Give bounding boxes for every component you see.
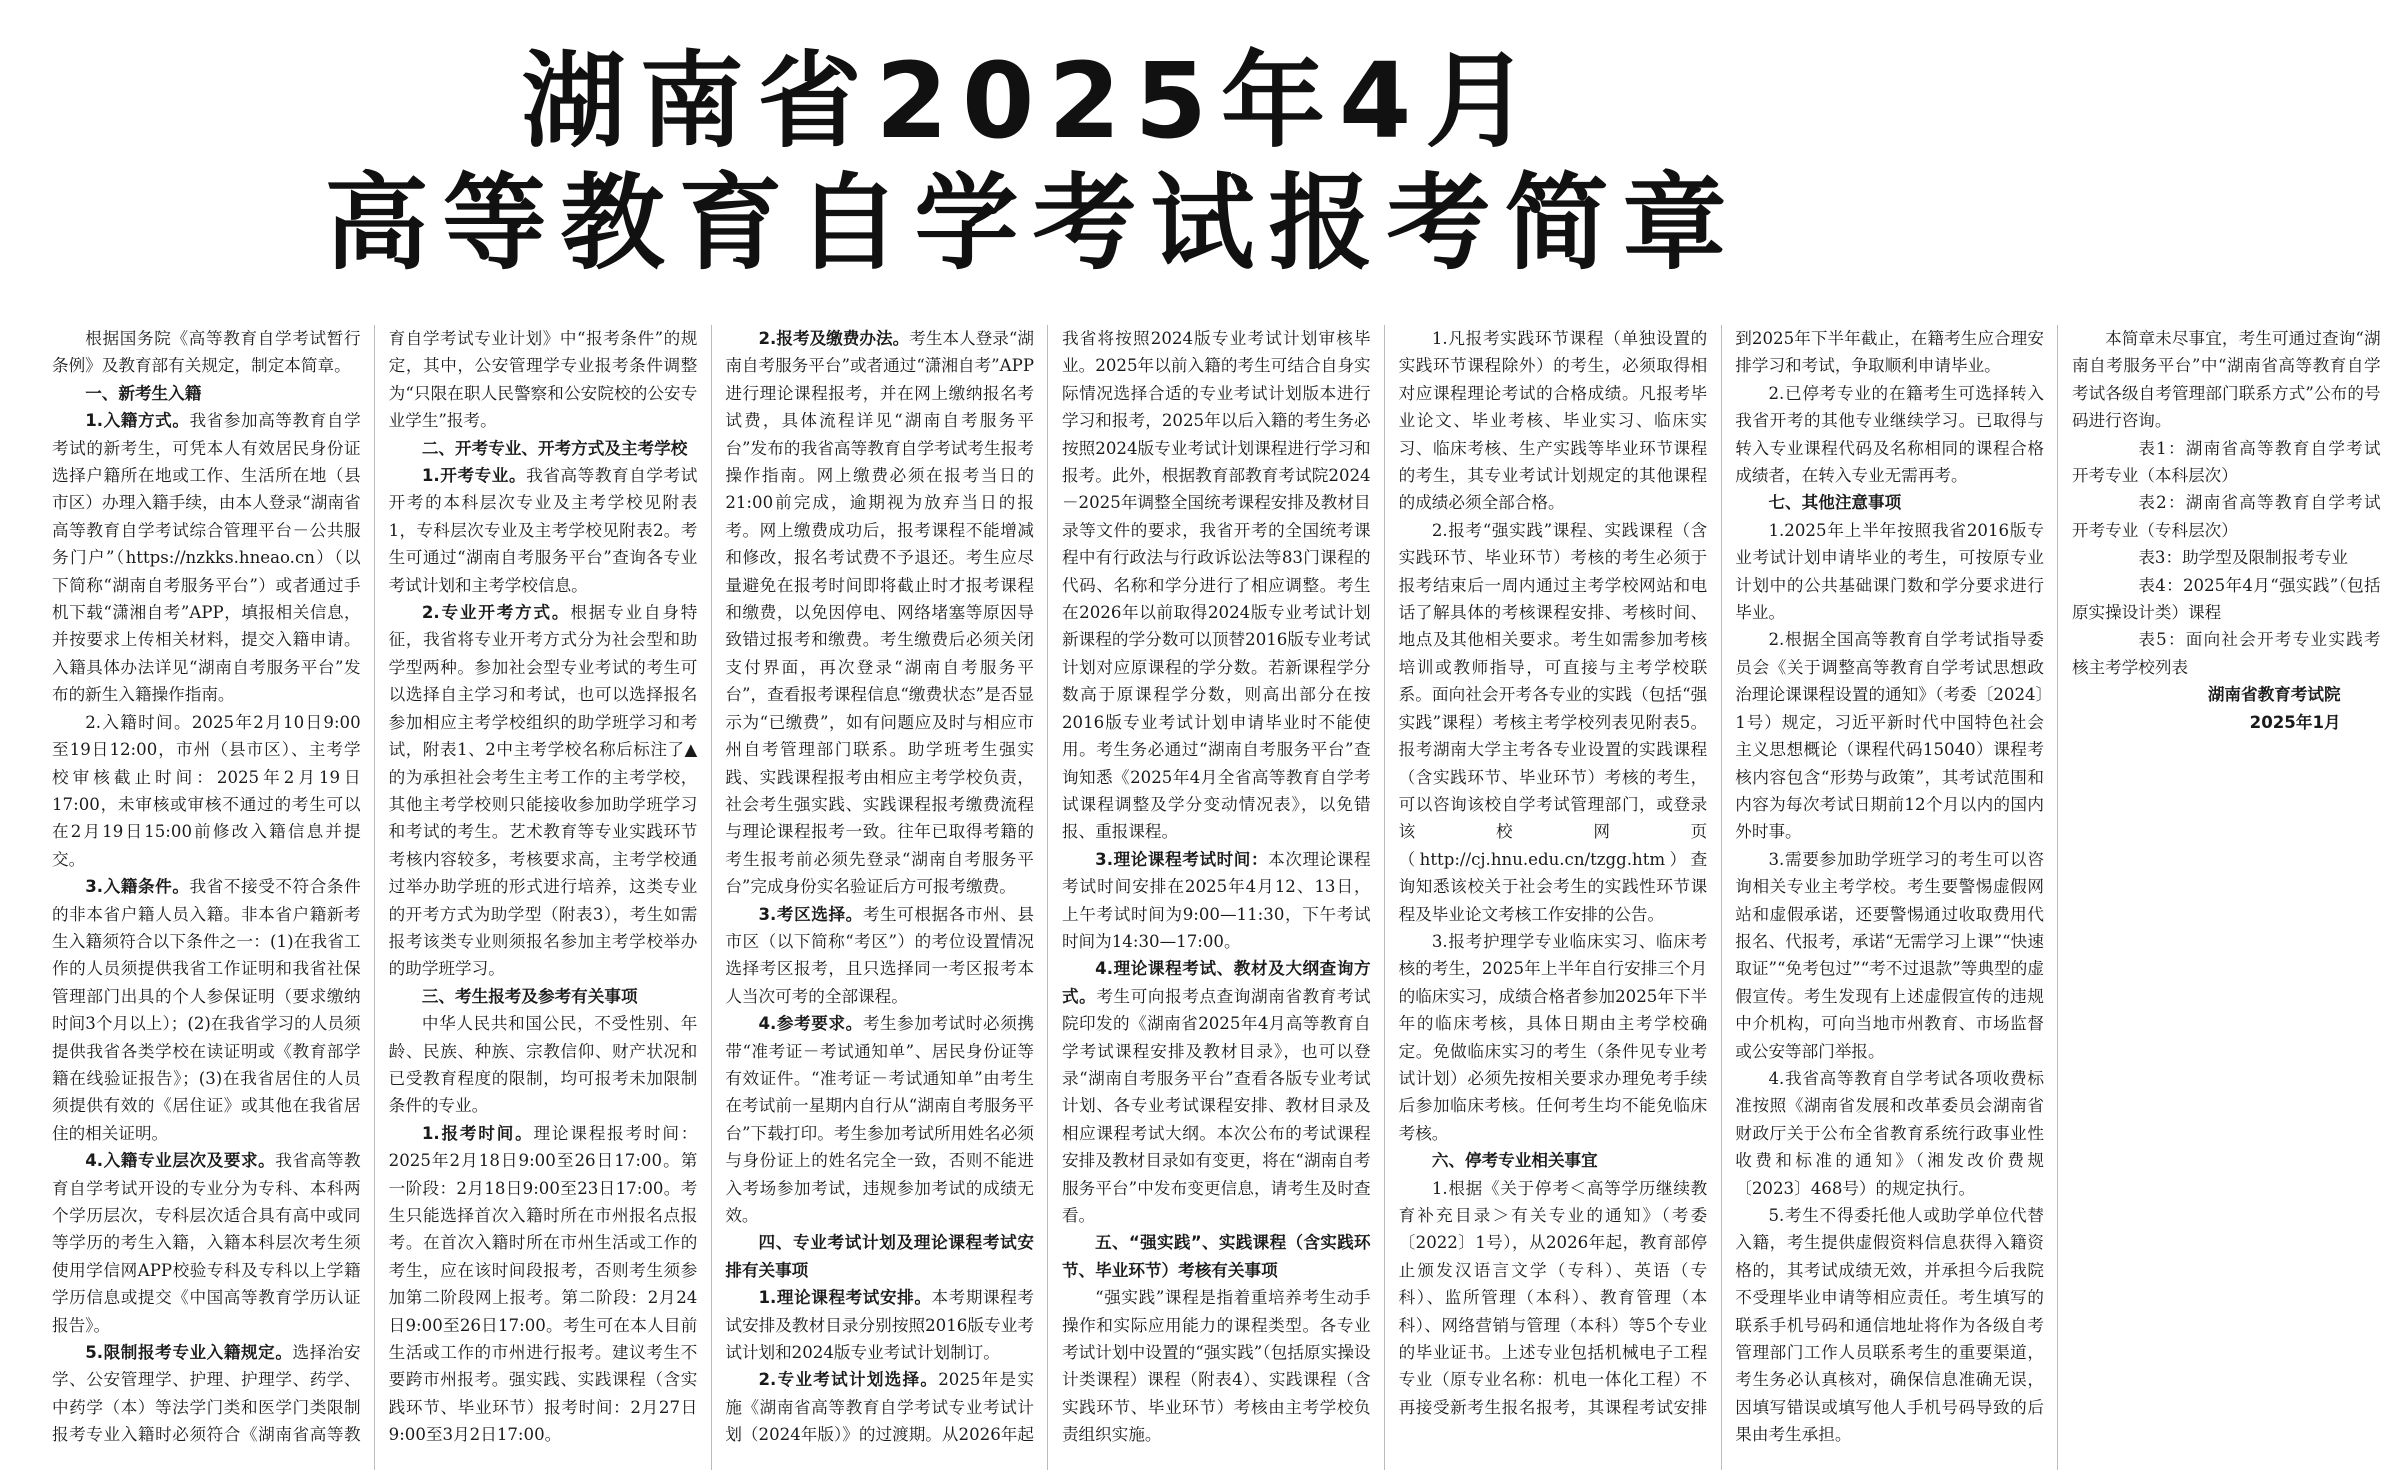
paragraph: 1.2025年上半年按照我省2016版专业考试计划申请毕业的考生，可按原专业计划中的公共基础课门数和学分要求进行毕业。: [1735, 520, 2044, 623]
paragraph: 2.入籍时间。2025年2月10日9:00至19日12:00，市州（县市区）、主考学校审核截止时间：2025年2月19日17:00，未审核或审核不通过的考生可以在2月19日15:00前修改入籍信息并提交。: [52, 712, 361, 869]
paragraph: 1.报考时间。理论课程报考时间：2025年2月18日9:00至26日17:00。第一阶段：2月18日9:00至23日17:00。考生只能选择首次入籍时所在市州报名点报考。在首次入籍时所在市州生活或工作的考生，应在该时间段报考，否则考生须参加第二阶段网上报考。第二阶段：2月24日9:00至26日17:00。考生可在本人目前生活或工作的市州进行报考。建议考生不要跨市州报考。强实践、实践课程（含实践环节、毕业环节）报考时间：2月27日9:00至3月2日17:00。: [388, 1123, 698, 1445]
paragraph: 3.考区选择。考生可根据各市州、县市区（以下简称“考区”）的考位设置情况选择考区报考，且只选择同一考区报考本人当次可考的全部课程。: [725, 904, 1034, 1006]
signature-date: 2025年1月: [2249, 712, 2341, 732]
paragraph: 4.参考要求。考生参加考试时必须携带“准考证－考试通知单”、居民身份证等有效证件。“准考证－考试通知单”由考生在考试前一星期内自行从“湖南自考服务平台”下载打印。考生参加考试所用姓名必须与身份证上的姓名完全一致，否则不能进入考场参加考试，违规参加考试的成绩无效。: [725, 1014, 1034, 1225]
section-heading-1: 一、新考生入籍: [85, 383, 202, 403]
paragraph: 1.入籍方式。我省参加高等教育自学考试的新考生，可凭本人有效居民身份证选择户籍所在地或工作、生活所在地（县市区）办理入籍手续，由本人登录“湖南省高等教育自学考试综合管理平台－公共服务门户”（https://nzkks.hneao.cn）（以下简称“湖南自考服务平台”）或者通过手机下载“潇湘自考”APP，填报相关信息，并按要求上传相关材料，提交入籍申请。入籍具体办法详见“湖南自考服务平台”发布的新生入籍操作指南。: [52, 411, 361, 705]
section-heading-3: 三、考生报考及参考有关事项: [421, 986, 638, 1006]
paragraph: 1.根据《关于停考＜高等学历继续教育补充目录＞有关专业的通知》（考委〔2022〕1号），从2026年起，教育部停止颁发汉语言文学（专科）、英语（专科）、监所管理（本科）、教育管理（本科）、网络营销与管理（本科）等5个专业的毕业证书。上述专业包括机械电子工程专业（原专业名称：机电一体化工程）不再接受新考生报名报考，其课程考试安排到2025年下半年截止，在籍考生应合理安排学习和考试，争取顺利申请毕业。: [1398, 329, 2044, 1417]
paragraph: 中华人民共和国公民，不受性别、年龄、民族、种族、宗教信仰、财产状况和已受教育程度的限制，均可报考未加限制条件的专业。: [388, 1014, 698, 1116]
paragraph: 本简章未尽事宜，考生可通过查询“湖南自考服务平台”中“湖南省高等教育自学考试各级自考管理部门联系方式”公布的号码进行咨询。: [2071, 329, 2381, 431]
appendix-table-item: 表1：湖南省高等教育自学考试开考专业（本科层次）: [2071, 438, 2381, 486]
headline-line-2: 高等教育自学考试报考简章: [324, 162, 1741, 284]
section-heading-7: 七、其他注意事项: [1768, 493, 1902, 513]
paragraph: 1.理论课程考试安排。本考期课程考试安排及教材目录分别按照2016版专业考试计划和2024版专业考试计划制订。: [725, 1288, 1034, 1363]
section-heading-4: 四、专业考试计划及理论课程考试安排有关事项: [725, 1233, 1034, 1280]
paragraph: 4.我省高等教育自学考试各项收费标准按照《湖南省发展和改革委员会湖南省财政厅关于公布全省教育系统行政事业性收费和标准的通知》（湘发改价费规〔2023〕468号）的规定执行。: [1735, 1068, 2044, 1198]
signature-org: 湖南省教育考试院: [2207, 685, 2341, 705]
paragraph: 1.开考专业。我省高等教育自学考试开考的本科层次专业及主考学校见附表1，专科层次专业及主考学校见附表2。考生可通过“湖南自考服务平台”查询各专业考试计划和主考学校信息。: [388, 466, 698, 595]
paragraph: “强实践”课程是指着重培养考生动手操作和实际应用能力的课程类型。各专业考试计划中设置的“强实践”（包括原实操设计类课程）课程（附表4）、实践课程（含实践环节、毕业环节）考核由主考学校负责组织实施。: [1061, 1288, 1371, 1445]
paragraph: 3.需要参加助学班学习的考生可以咨询相关专业主考学校。考生要警惕虚假网站和虚假承诺，还要警惕通过收取费用代报名、代报考，承诺“无需学习上课”“快速取证”“免考包过”“考不过退款”等典型的虚假宣传。考生发现有上述虚假宣传的违规中介机构，可向当地市州教育、市场监督或公安等部门举报。: [1735, 849, 2044, 1061]
paragraph: 2.已停考专业的在籍考生可选择转入我省开考的其他专业继续学习。已取得与转入专业课程代码及名称相同的课程合格成绩者，在转入专业无需再考。: [1735, 383, 2044, 486]
headline-line-1: 湖南省2025年4月: [521, 40, 1544, 162]
paragraph: 3.报考护理学专业临床实习、临床考核的考生，2025年上半年自行安排三个月的临床实习，成绩合格者参加2025年下半年的临床考核，具体日期由主考学校确定。免做临床实习的考生（条件见专业考试计划）必须先按相关要求办理免考手续后参加临床考核。任何考生均不能免临床考核。: [1398, 931, 1708, 1143]
section-heading-5: 五、“强实践”、实践课程（含实践环节、毕业环节）考核有关事项: [1061, 1233, 1371, 1280]
article-body: [52, 325, 2381, 1470]
appendix-table-item: 表5：面向社会开考专业实践考核主考学校列表: [2071, 630, 2381, 677]
paragraph: 2.根据全国高等教育自学考试指导委员会《关于调整高等教育自学考试思想政治理论课课程设置的通知》（考委〔2024〕1号）规定，习近平新时代中国特色社会主义思想概论（课程代码15040）课程考核内容包含“形势与政策”，其考试范围和内容为每次考试日期前12个月以内的国内外时事。: [1735, 630, 2044, 842]
headline: [0, 40, 2065, 284]
paragraph: 5.限制报考专业入籍规定。选择治安学、公安管理学、护理、护理学、药学、中药学（本）等法学门类和医学门类限制报考专业入籍时必须符合《湖南省高等教育自学考试专业计划》中“报考条件”的规定，其中，公安管理学专业报考条件调整为“只限在职人民警察和公安院校的公安专业学生”报考。: [52, 329, 698, 1445]
appendix-table-item: 表3：助学型及限制报考专业: [2138, 548, 2349, 568]
paragraph: 5.考生不得委托他人或助学单位代替入籍，考生提供虚假资料信息获得入籍资格的，其考试成绩无效，并承担今后我院不受理毕业申请等相应责任。考生填写的联系手机号码和通信地址将作为各级自考管理部门工作人员联系考生的重要渠道，考生务必认真核对，确保信息准确无误，因填写错误或填写他人手机号码导致的后果由考生承担。: [1735, 1206, 2044, 1445]
paragraph: 2.报考及缴费办法。考生本人登录“湖南自考服务平台”或者通过“潇湘自考”APP进行理论课程报考，并在网上缴纳报名考试费，具体流程详见“湖南自考服务平台”发布的我省高等教育自学考试考生报考操作指南。网上缴费必须在报考当日的21:00前完成，逾期视为放弃当日的报考。网上缴费成功后，报考课程不能增减和修改，报名考试费不予退还。考生应尽量避免在报考时间即将截止时才报考课程和缴费，以免因停电、网络堵塞等原因导致错过报考和缴费。考生缴费后必须关闭支付界面，再次登录“湖南自考服务平台”，查看报考课程信息“缴费状态”是否显示为“已缴费”，如有问题应及时与相应市州自考管理部门联系。助学班考生强实践、实践课程报考由相应主考学校负责，社会考生强实践、实践课程报考缴费流程与理论课程报考一致。往年已取得考籍的考生报考前必须先登录“湖南自考服务平台”完成身份实名验证后方可报考缴费。: [725, 329, 1034, 897]
section-heading-2: 二、开考专业、开考方式及主考学校: [421, 438, 688, 458]
paragraph: 3.入籍条件。我省不接受不符合条件的非本省户籍人员入籍。非本省户籍新考生入籍须符合以下条件之一：(1)在我省工作的人员须提供我省工作证明和我省社保管理部门出具的个人参保证明（要求缴纳时间3个月以上）；(2)在我省学习的人员须提供我省各类学校在读证明或《教育部学籍在线验证报告》；(3)在我省居住的人员须提供有效的《居住证》或其他在我省居住的相关证明。: [52, 877, 361, 1143]
appendix-table-item: 表2：湖南省高等教育自学考试开考专业（专科层次）: [2071, 493, 2381, 540]
appendix-table-item: 表4：2025年4月“强实践”（包括原实操设计类）课程: [2071, 575, 2381, 623]
section-heading-6: 六、停考专业相关事宜: [1431, 1151, 1598, 1171]
paragraph: 3.理论课程考试时间：本次理论课程考试时间安排在2025年4月12、13日，上午考试时间为9:00—11:30，下午考试时间为14:30—17:00。: [1061, 849, 1371, 951]
paragraph: 4.理论课程考试、教材及大纲查询方式。考生可向报考点查询湖南省教育考试院印发的《湖南省2025年4月高等教育自学考试课程安排及教材目录》，也可以登录“湖南自考服务平台”查看各版专业考试计划、各专业考试课程安排、教材目录及相应课程考试大纲。本次公布的考试课程安排及教材目录如有变更，将在“湖南自考服务平台”中发布变更信息，请考生及时查看。: [1061, 959, 1371, 1225]
paragraph: 1.凡报考实践环节课程（单独设置的实践环节课程除外）的考生，必须取得相对应课程理论考试的合格成绩。凡报考毕业论文、毕业考核、毕业实习、临床实习、临床考核、生产实践等毕业环节课程的考生，其专业考试计划规定的其他课程的成绩必须全部合格。: [1398, 329, 1708, 513]
paragraph: 2.报考“强实践”课程、实践课程（含实践环节、毕业环节）考核的考生必须于报考结束后一周内通过主考学校网站和电话了解具体的考核课程安排、考核时间、地点及其他相关要求。考生如需参加考核培训或教师指导，可直接与主考学校联系。面向社会开考各专业的实践（包括“强实践”课程）考核主考学校列表见附表5。报考湖南大学主考各专业设置的实践课程（含实践环节、毕业环节）考核的考生，可以咨询该校自学考试管理部门，或登录该校网页（http://cj.hnu.edu.cn/tzgg.htm）查询知悉该校关于社会考生的实践性环节课程及毕业论文考核工作安排的公告。: [1398, 520, 1708, 924]
intro-paragraph: 根据国务院《高等教育自学考试暂行条例》及教育部有关规定，制定本简章。: [52, 329, 361, 376]
paragraph: 2.专业开考方式。根据专业自身特征，我省将专业开考方式分为社会型和助学型两种。参加社会型专业考试的考生可以选择自主学习和考试，也可以选择报名参加相应主考学校组织的助学班学习和考试，附表1、2中主考学校名称后标注了▲的为承担社会考生主考工作的主考学校，其他主考学校则只能接收参加助学班学习和考试的考生。艺术教育等专业实践环节考核内容较多，考核要求高，主考学校通过举办助学班的形式进行培养，这类专业的开考方式为助学型（附表3），考生如需报考该类专业则须报名参加主考学校举办的助学班学习。: [388, 603, 698, 979]
paragraph: 4.入籍专业层次及要求。我省高等教育自学考试开设的专业分为专科、本科两个学历层次，专科层次适合具有高中或同等学历的考生入籍，入籍本科层次考生须使用学信网APP校验专科及专科以上学籍学历信息或提交《中国高等教育学历认证报告》。: [52, 1151, 361, 1335]
paragraph: 2.专业考试计划选择。2025年是实施《湖南省高等教育自学考试专业考试计划（2024年版）》的过渡期。从2026年起我省将按照2024版专业考试计划审核毕业。2025年以前入籍的考生可结合自身实际情况选择合适的专业考试计划版本进行学习和报考，2025年以后入籍的考生务必按照2024版专业考试计划课程进行学习和报考。此外，根据教育部教育考试院2024－2025年调整全国统考课程安排及教材目录等文件的要求，我省开考的全国统考课程中有行政法与行政诉讼法等83门课程的代码、名称和学分进行了相应调整。考生在2026年以前取得2024版专业考试计划新课程的学分数可以顶替2016版专业考试计划对应原课程的学分数。若新课程学分数高于原课程学分数，则高出部分在按2016版专业考试计划申请毕业时不能使用。考生务必通过“湖南自考服务平台”查询知悉《2025年4月全省高等教育自学考试课程调整及学分变动情况表》，以免错报、重报课程。: [725, 329, 1371, 1445]
